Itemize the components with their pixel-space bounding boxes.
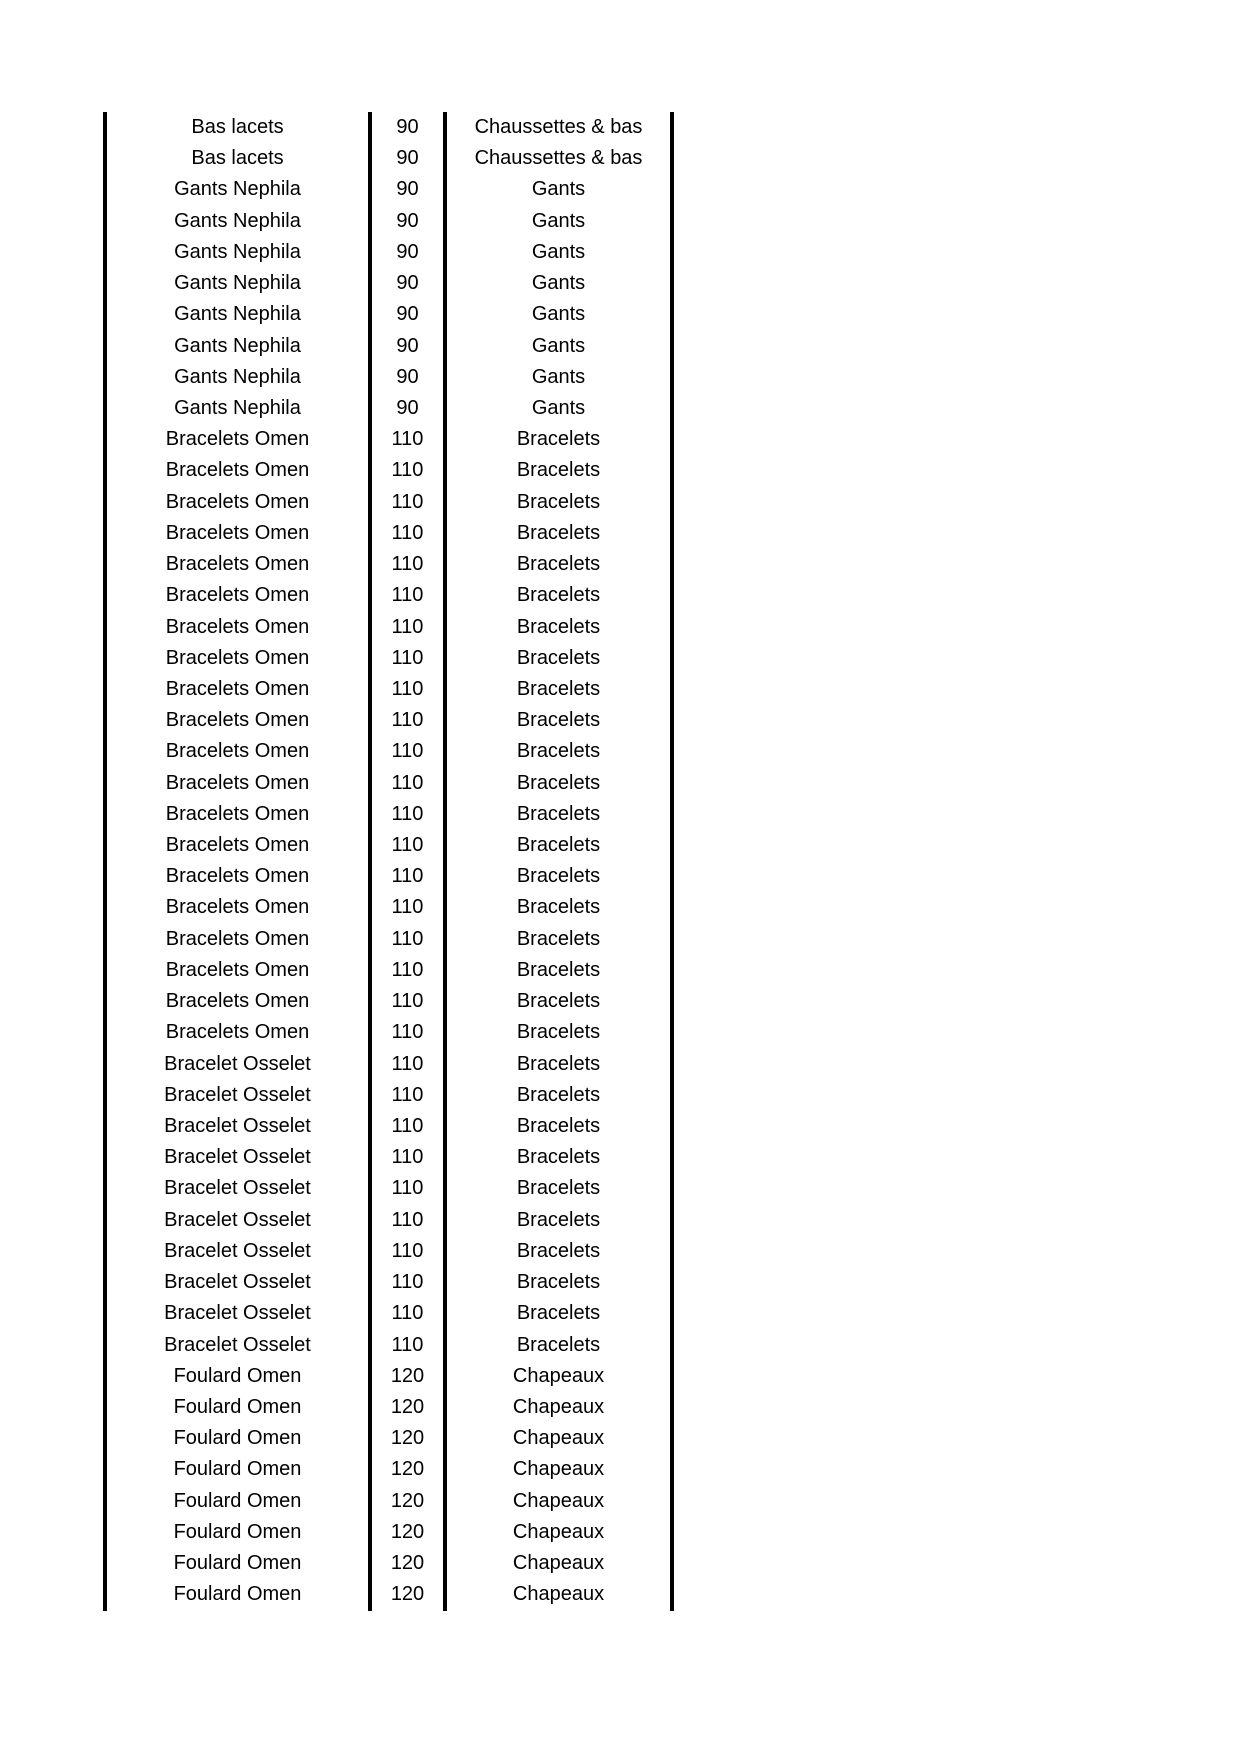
table-row [107,424,670,455]
value-cell: 110 [368,1267,447,1298]
table-row [107,1049,670,1080]
product-cell: Foulard Omen [173,1427,302,1450]
table-row [107,1486,670,1517]
value-cell: 120 [368,1423,447,1454]
value-cell: 110 [368,643,447,674]
product-cell: Bracelets Omen [165,428,310,451]
product-cell: Gants Nephila [174,334,301,357]
category-cell: Bracelets [516,1021,601,1044]
category-cell: Chapeaux [512,1458,605,1481]
table-row [107,549,670,580]
table-row [107,643,670,674]
product-cell: Gants Nephila [174,365,301,388]
category-cell: Bracelets [516,1239,601,1262]
value-cell: 110 [368,830,447,861]
category-cell: Bracelets [516,709,601,732]
product-cell: Bas lacets [191,116,284,138]
category-cell: Bracelets [516,1271,601,1294]
table-row [107,674,670,705]
value-cell: 110 [368,705,447,736]
value-cell: 110 [368,955,447,986]
category-cell: Gants [531,334,586,357]
table-row [107,1330,670,1361]
product-cell: Bracelet Osselet [164,1115,311,1137]
product-cell: Bracelets Omen [165,615,310,638]
value-cell: 90 [368,237,447,268]
product-cell: Bracelet Osselet [164,1239,311,1262]
category-cell: Bracelets [516,1146,601,1169]
category-cell: Bracelets [516,428,601,451]
category-cell: Bracelets [516,1208,601,1231]
product-cell: Bracelet Osselet [164,1333,311,1356]
category-cell: Bracelets [516,521,601,544]
product-cell: Bracelets Omen [165,740,310,763]
category-cell: Bracelets [516,958,601,981]
category-cell: Bracelets [516,1115,601,1137]
table-row [107,393,670,424]
value-cell: 110 [368,549,447,580]
table-row [107,143,670,174]
product-cell: Bracelet Osselet [164,1271,311,1294]
category-cell: Gants [531,240,586,263]
product-cell: Bracelets Omen [165,834,310,857]
table-row [107,830,670,861]
product-cell: Foulard Omen [173,1552,302,1575]
product-cell: Bracelet Osselet [164,1177,311,1200]
category-cell: Bracelets [516,1083,601,1106]
table-row [107,1579,670,1610]
table-row [107,268,670,299]
product-cell: Gants Nephila [174,240,301,263]
product-cell: Bracelets Omen [165,709,310,732]
table-row [107,1517,670,1548]
category-cell: Bracelets [516,865,601,888]
product-cell: Gants Nephila [174,396,301,419]
category-cell: Bracelets [516,615,601,638]
product-cell: Bracelets Omen [165,958,310,981]
table-row [107,736,670,767]
value-cell: 90 [368,112,447,143]
category-cell: Bracelets [516,802,601,825]
product-cell: Bracelet Osselet [164,1208,311,1231]
table-row [107,986,670,1017]
category-cell: Bracelets [516,1052,601,1075]
value-cell: 110 [368,1080,447,1111]
category-cell: Gants [531,209,586,232]
value-cell: 110 [368,924,447,955]
product-cell: Gants Nephila [174,303,301,326]
category-cell: Chapeaux [512,1427,605,1450]
category-cell: Gants [531,396,586,419]
category-cell: Bracelets [516,584,601,607]
table-row [107,892,670,923]
table-row [107,237,670,268]
table-row [107,1017,670,1048]
category-cell: Gants [531,272,586,295]
value-cell: 110 [368,892,447,923]
value-cell: 90 [368,174,447,205]
table-row [107,518,670,549]
category-cell: Chaussettes & bas [474,147,643,170]
value-cell: 120 [368,1392,447,1423]
table-row [107,1548,670,1579]
category-cell: Bracelets [516,834,601,857]
table-row [107,206,670,237]
table-row [107,362,670,393]
category-cell: Bracelets [516,1333,601,1356]
value-cell: 110 [368,424,447,455]
product-cell: Gants Nephila [174,272,301,295]
value-cell: 110 [368,799,447,830]
table-row [107,487,670,518]
product-cell: Bracelets Omen [165,865,310,888]
category-cell: Chapeaux [512,1583,605,1606]
category-cell: Bracelets [516,646,601,669]
table-row [107,1423,670,1454]
value-cell: 90 [368,268,447,299]
product-cell: Bracelets Omen [165,677,310,700]
table-row [107,112,670,143]
value-cell: 90 [368,362,447,393]
table-row [107,1236,670,1267]
value-cell: 110 [368,612,447,643]
product-cell: Gants Nephila [174,209,301,232]
product-cell: Bracelets Omen [165,990,310,1013]
category-cell: Bracelets [516,896,601,919]
category-cell: Gants [531,178,586,201]
product-cell: Bracelet Osselet [164,1146,311,1169]
value-cell: 90 [368,206,447,237]
category-cell: Chapeaux [512,1552,605,1575]
value-cell: 90 [368,143,447,174]
value-cell: 110 [368,986,447,1017]
value-cell: 120 [368,1454,447,1485]
value-cell: 120 [368,1486,447,1517]
table-row [107,799,670,830]
table-row [107,705,670,736]
value-cell: 110 [368,768,447,799]
product-cell: Bracelets Omen [165,802,310,825]
value-cell: 110 [368,1330,447,1361]
table-row [107,455,670,486]
category-cell: Bracelets [516,771,601,794]
product-cell: Bracelets Omen [165,927,310,950]
product-cell: Bracelets Omen [165,521,310,544]
product-cell: Foulard Omen [173,1520,302,1543]
table-row [107,1142,670,1173]
category-cell: Bracelets [516,740,601,763]
value-cell: 110 [368,1236,447,1267]
value-cell: 120 [368,1579,447,1610]
value-cell: 90 [368,299,447,330]
table-row [107,1454,670,1485]
table-row [107,580,670,611]
value-cell: 110 [368,861,447,892]
category-cell: Chapeaux [512,1395,605,1418]
category-cell: Bracelets [516,1177,601,1200]
product-cell: Bracelet Osselet [164,1302,311,1325]
product-cell: Bracelets Omen [165,896,310,919]
category-cell: Chapeaux [512,1489,605,1512]
category-cell: Chapeaux [512,1520,605,1543]
table-row [107,331,670,362]
table-row [107,1080,670,1111]
category-cell: Bracelets [516,459,601,482]
value-cell: 110 [368,1017,447,1048]
product-cell: Gants Nephila [174,178,301,201]
value-cell: 110 [368,518,447,549]
value-cell: 110 [368,1298,447,1329]
value-cell: 110 [368,1142,447,1173]
table-row [107,1205,670,1236]
category-cell: Gants [531,365,586,388]
table-row [107,1173,670,1204]
value-cell: 110 [368,580,447,611]
value-cell: 110 [368,487,447,518]
value-cell: 110 [368,736,447,767]
product-cell: Foulard Omen [173,1583,302,1606]
product-cell: Bas lacets [191,147,284,170]
table-row [107,299,670,330]
category-cell: Chapeaux [512,1364,605,1387]
value-cell: 110 [368,1205,447,1236]
table-row [107,1361,670,1392]
value-cell: 110 [368,1173,447,1204]
table-row [107,1392,670,1423]
product-cell: Foulard Omen [173,1395,302,1418]
category-cell: Bracelets [516,927,601,950]
product-cell: Bracelet Osselet [164,1083,311,1106]
table-row [107,612,670,643]
product-cell: Foulard Omen [173,1364,302,1387]
product-cell: Bracelet Osselet [164,1052,311,1075]
product-cell: Bracelets Omen [165,771,310,794]
product-cell: Bracelets Omen [165,646,310,669]
value-cell: 120 [368,1517,447,1548]
product-cell: Bracelets Omen [165,553,310,576]
category-cell: Bracelets [516,490,601,513]
value-cell: 120 [368,1548,447,1579]
product-cell: Bracelets Omen [165,584,310,607]
price-table [103,112,674,1611]
product-cell: Bracelets Omen [165,1021,310,1044]
value-cell: 120 [368,1361,447,1392]
product-cell: Foulard Omen [173,1489,302,1512]
table-row [107,924,670,955]
value-cell: 110 [368,455,447,486]
product-cell: Foulard Omen [173,1458,302,1481]
category-cell: Bracelets [516,1302,601,1325]
product-cell: Bracelets Omen [165,490,310,513]
table-row [107,768,670,799]
table-row [107,174,670,205]
table-row [107,955,670,986]
category-cell: Chaussettes & bas [474,116,643,138]
value-cell: 90 [368,393,447,424]
value-cell: 90 [368,331,447,362]
product-cell: Bracelets Omen [165,459,310,482]
table-row [107,1267,670,1298]
table-row [107,1298,670,1329]
category-cell: Bracelets [516,677,601,700]
value-cell: 110 [368,1111,447,1142]
category-cell: Gants [531,303,586,326]
category-cell: Bracelets [516,990,601,1013]
value-cell: 110 [368,674,447,705]
table-row [107,861,670,892]
category-cell: Bracelets [516,553,601,576]
value-cell: 110 [368,1049,447,1080]
table-row [107,1111,670,1142]
